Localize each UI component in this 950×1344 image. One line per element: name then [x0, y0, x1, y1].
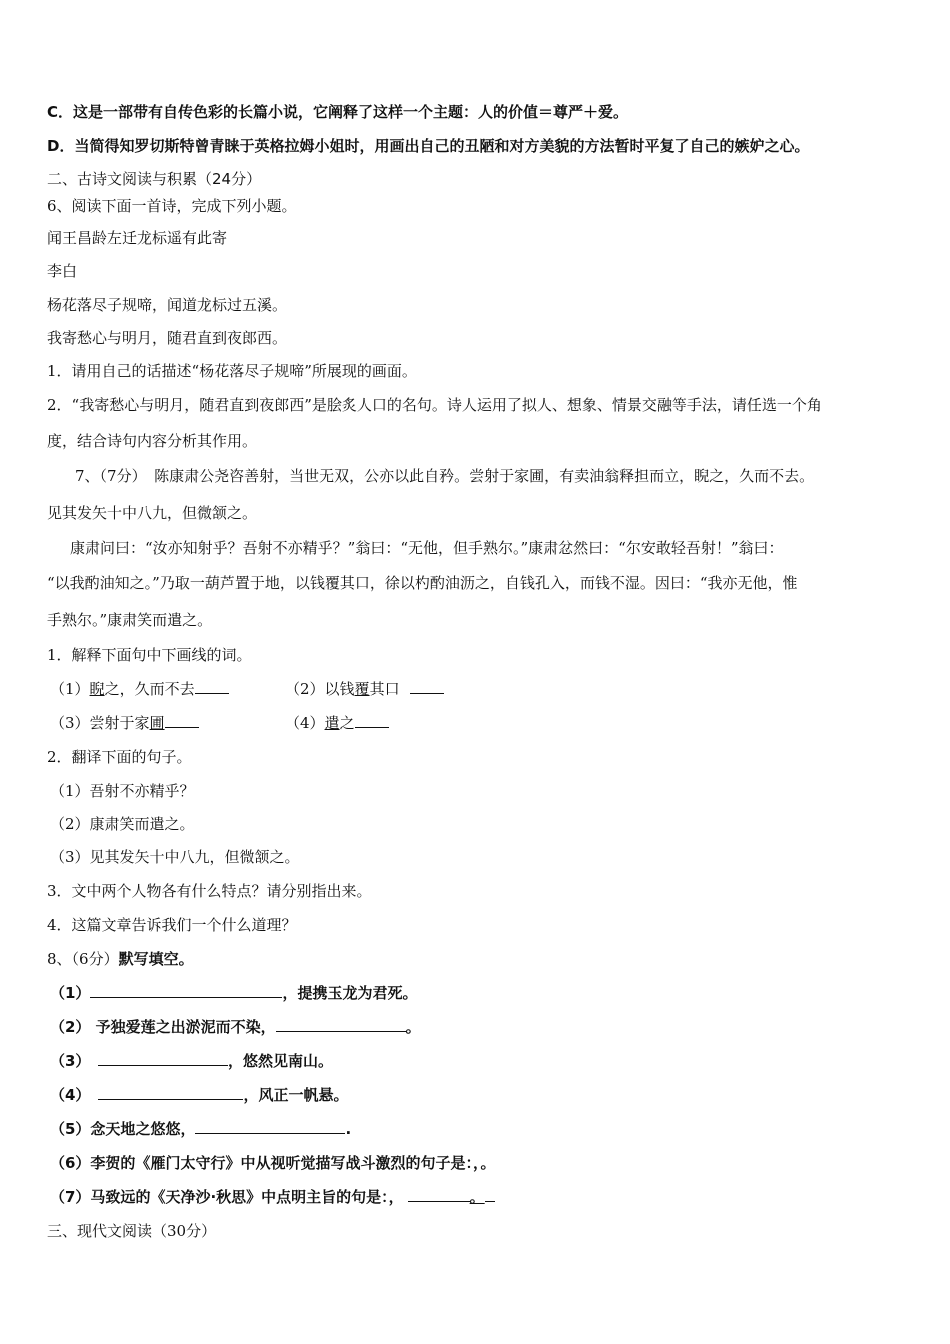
q7-passage-2-end: 手熟尔。”康肃笑而遣之。: [47, 611, 213, 629]
text: ，风正一帆悬。: [243, 1086, 349, 1104]
label: （4）: [285, 714, 325, 732]
text: ，提携玉龙为君死。: [282, 984, 418, 1002]
label: （2） 予独爱莲之出淤泥而不染，: [50, 1018, 276, 1036]
blank-tail: [485, 1187, 495, 1202]
answer-blank[interactable]: [195, 1119, 345, 1134]
section3-heading: 三、现代文阅读（30分）: [47, 1222, 217, 1240]
q6-sub2-cont: 度，结合诗句内容分析其作用。: [47, 432, 258, 450]
answer-blank[interactable]: [165, 713, 199, 728]
fill-item-3: [50, 1051, 333, 1071]
option-d: D．当简得知罗切斯特曾青睐于英格拉姆小姐时，用画出自己的丑陋和对方美貌的方法暂时平复了自己的嫉妒之心。: [47, 137, 810, 155]
fill-item-4: [50, 1085, 348, 1105]
answer-blank[interactable]: [276, 1017, 406, 1032]
text: .: [345, 1120, 352, 1138]
fill-item-6: [50, 1153, 495, 1173]
label: （5）念天地之悠悠，: [50, 1120, 196, 1138]
text: （6）李贺的《雁门太守行》中从视听觉描写战斗激烈的句子是：，。: [50, 1154, 496, 1172]
translate-item-3: （3）见其发矢十中八九，但微颔之。: [50, 848, 300, 866]
label: （4）: [50, 1086, 91, 1104]
q7-sub3: 3．文中两个人物各有什么特点？请分别指出来。: [47, 882, 372, 900]
q6-sub1: 1．请用自己的话描述“杨花落尽子规啼”所展现的画面。: [47, 362, 417, 380]
fill-item-7: [50, 1187, 495, 1207]
translate-item-1: （1）吾射不亦精乎？: [50, 782, 195, 800]
poem-author: 李白: [47, 262, 78, 280]
q7-passage-2: 康肃问曰：“汝亦知射乎？吾射不亦精乎？”翁曰：“无他，但手熟尔。”康肃忿然曰：“尔安敢轻吾射！”翁曰：: [70, 539, 784, 557]
answer-blank[interactable]: [90, 983, 282, 998]
answer-blank[interactable]: [355, 713, 389, 728]
label: （1）: [50, 984, 91, 1002]
q6-sub2: 2．“我寄愁心与明月，随君直到夜郎西”是脍炙人口的名句。诗人运用了拟人、想象、情景交融等手法，请任选一个角: [47, 396, 822, 414]
label: （3）: [50, 1052, 98, 1070]
answer-blank[interactable]: [408, 1187, 470, 1202]
poem-line-2: 我寄愁心与明月，随君直到夜郎西。: [47, 329, 288, 347]
q7-passage-1-cont: 见其发矢十中八九，但微颔之。: [47, 504, 258, 522]
fill-item-2: [50, 1017, 421, 1037]
answer-blank[interactable]: [410, 679, 444, 694]
word-item-1: [50, 679, 229, 699]
question-text: 默写填空。: [118, 950, 194, 968]
poem-line-1: 杨花落尽子规啼，闻道龙标过五溪。: [47, 296, 288, 314]
label: （2）以钱: [285, 680, 355, 698]
label: （3）尝射于家: [50, 714, 150, 732]
q7-sub2: 2．翻译下面的句子。: [47, 748, 192, 766]
answer-blank[interactable]: [98, 1085, 243, 1100]
section2-heading: 二、古诗文阅读与积累（24分）: [47, 170, 262, 188]
answer-blank[interactable]: [98, 1051, 228, 1066]
word-item-3: [50, 713, 199, 733]
text: 其口: [369, 680, 405, 698]
word-item-2: [285, 679, 444, 699]
word-item-4: [285, 713, 389, 733]
q7-sub4: 4．这篇文章告诉我们一个什么道理？: [47, 916, 297, 934]
text: ，悠然见南山。: [227, 1052, 333, 1070]
underlined-word: 睨: [89, 680, 105, 698]
answer-blank[interactable]: [195, 679, 229, 694]
q8-intro: [47, 949, 194, 969]
question-number: 8、（6分）: [47, 950, 119, 968]
underlined-word: 覆: [354, 680, 370, 698]
q7-sub1: 1．解释下面句中下画线的词。: [47, 646, 252, 664]
text: 。: [405, 1018, 421, 1036]
underlined-word: 遣: [324, 714, 340, 732]
fill-item-5: [50, 1119, 351, 1139]
poem-title: 闻王昌龄左迁龙标遥有此寄: [47, 229, 228, 247]
q6-intro: 6、阅读下面一首诗，完成下列小题。: [47, 197, 297, 215]
text: 之: [339, 714, 355, 732]
text: 之，久而不去: [104, 680, 195, 698]
underlined-word: 圃: [149, 714, 165, 732]
text: 。: [469, 1188, 485, 1206]
q7-passage-2-cont: “以我酌油知之。”乃取一葫芦置于地，以钱覆其口，徐以杓酌油沥之，自钱孔入，而钱不湿。因曰：“我亦无他，惟: [47, 574, 798, 592]
q7-passage-1: 7、（7分） 陈康肃公尧咨善射，当世无双，公亦以此自矜。尝射于家圃，有卖油翁释担而立，睨之，久而不去。: [75, 467, 815, 485]
fill-item-1: [50, 983, 417, 1003]
option-c: C．这是一部带有自传色彩的长篇小说，它阐释了这样一个主题：人的价值＝尊严＋爱。: [47, 103, 629, 121]
label: （7）马致远的《天净沙·秋思》中点明主旨的句是：，: [50, 1188, 404, 1206]
label: （1）: [50, 680, 90, 698]
translate-item-2: （2）康肃笑而遣之。: [50, 815, 195, 833]
